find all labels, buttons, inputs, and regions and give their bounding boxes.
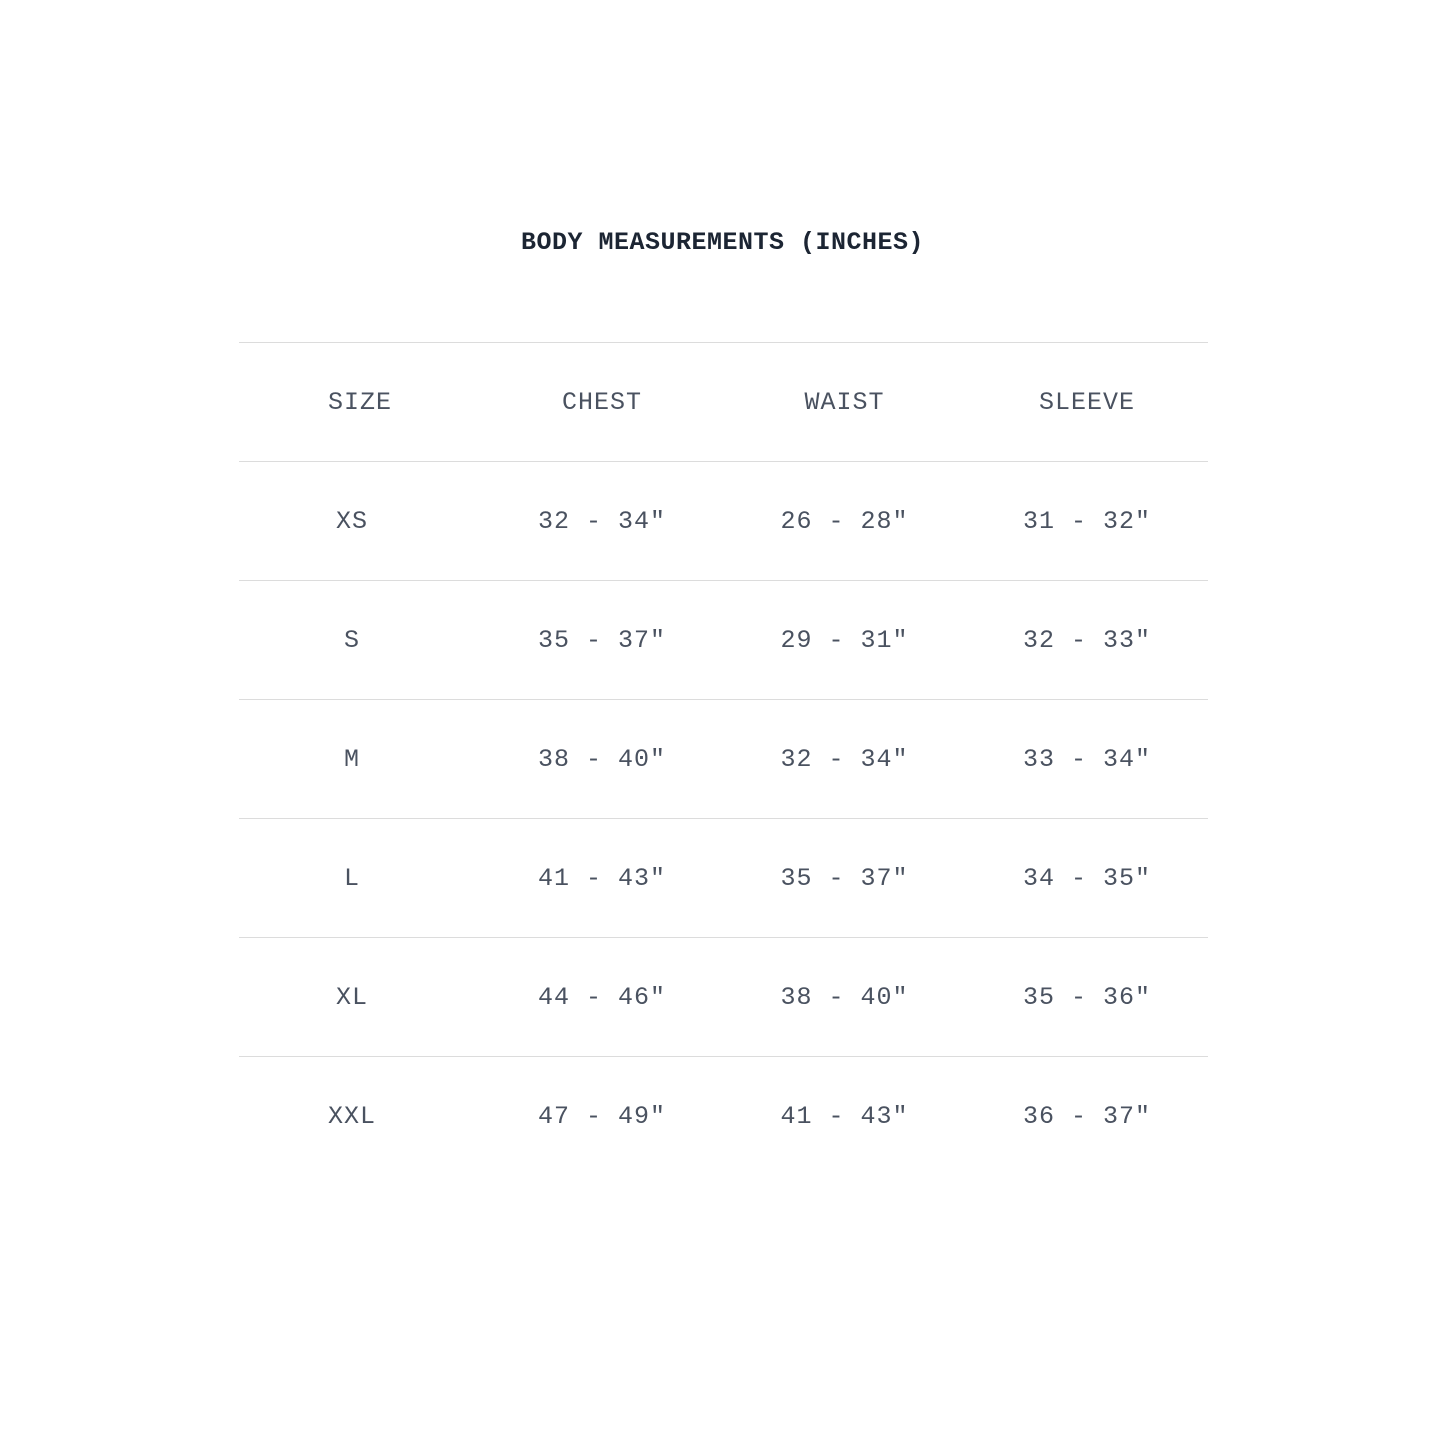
cell-sleeve: 34 - 35"	[1022, 863, 1152, 893]
header-waist: WAIST	[804, 387, 885, 417]
table-row	[239, 938, 1208, 1057]
table-row	[239, 462, 1208, 581]
cell-sleeve: 32 - 33"	[1022, 625, 1152, 655]
cell-sleeve: 36 - 37"	[1022, 1101, 1152, 1131]
cell-sleeve: 31 - 32"	[1022, 506, 1152, 536]
cell-waist: 29 - 31"	[780, 625, 909, 655]
page-title: BODY MEASUREMENTS (INCHES)	[520, 228, 925, 257]
table-header-row	[239, 343, 1208, 462]
cell-chest: 47 - 49"	[537, 1101, 667, 1131]
cell-chest: 38 - 40"	[537, 744, 667, 774]
cell-sleeve: 33 - 34"	[1022, 744, 1152, 774]
header-sleeve: SLEEVE	[1038, 387, 1135, 417]
cell-size: M	[343, 744, 360, 774]
size-chart-table	[239, 342, 1208, 1175]
cell-size: L	[343, 863, 360, 893]
cell-size: XL	[335, 982, 368, 1012]
cell-chest: 35 - 37"	[537, 625, 667, 655]
cell-size: XXL	[327, 1101, 376, 1131]
table-row	[239, 819, 1208, 938]
table-row	[239, 700, 1208, 819]
cell-waist: 35 - 37"	[780, 863, 909, 893]
header-size: SIZE	[327, 387, 392, 417]
cell-chest: 44 - 46"	[537, 982, 667, 1012]
cell-waist: 41 - 43"	[780, 1101, 909, 1131]
table-row	[239, 581, 1208, 700]
table-row	[239, 1057, 1208, 1176]
header-chest: CHEST	[561, 387, 642, 417]
cell-size: S	[343, 625, 360, 655]
cell-chest: 32 - 34"	[537, 506, 667, 536]
cell-waist: 38 - 40"	[780, 982, 909, 1012]
cell-size: XS	[335, 506, 368, 536]
cell-waist: 26 - 28"	[780, 506, 909, 536]
cell-sleeve: 35 - 36"	[1022, 982, 1152, 1012]
cell-chest: 41 - 43"	[537, 863, 667, 893]
cell-waist: 32 - 34"	[780, 744, 909, 774]
